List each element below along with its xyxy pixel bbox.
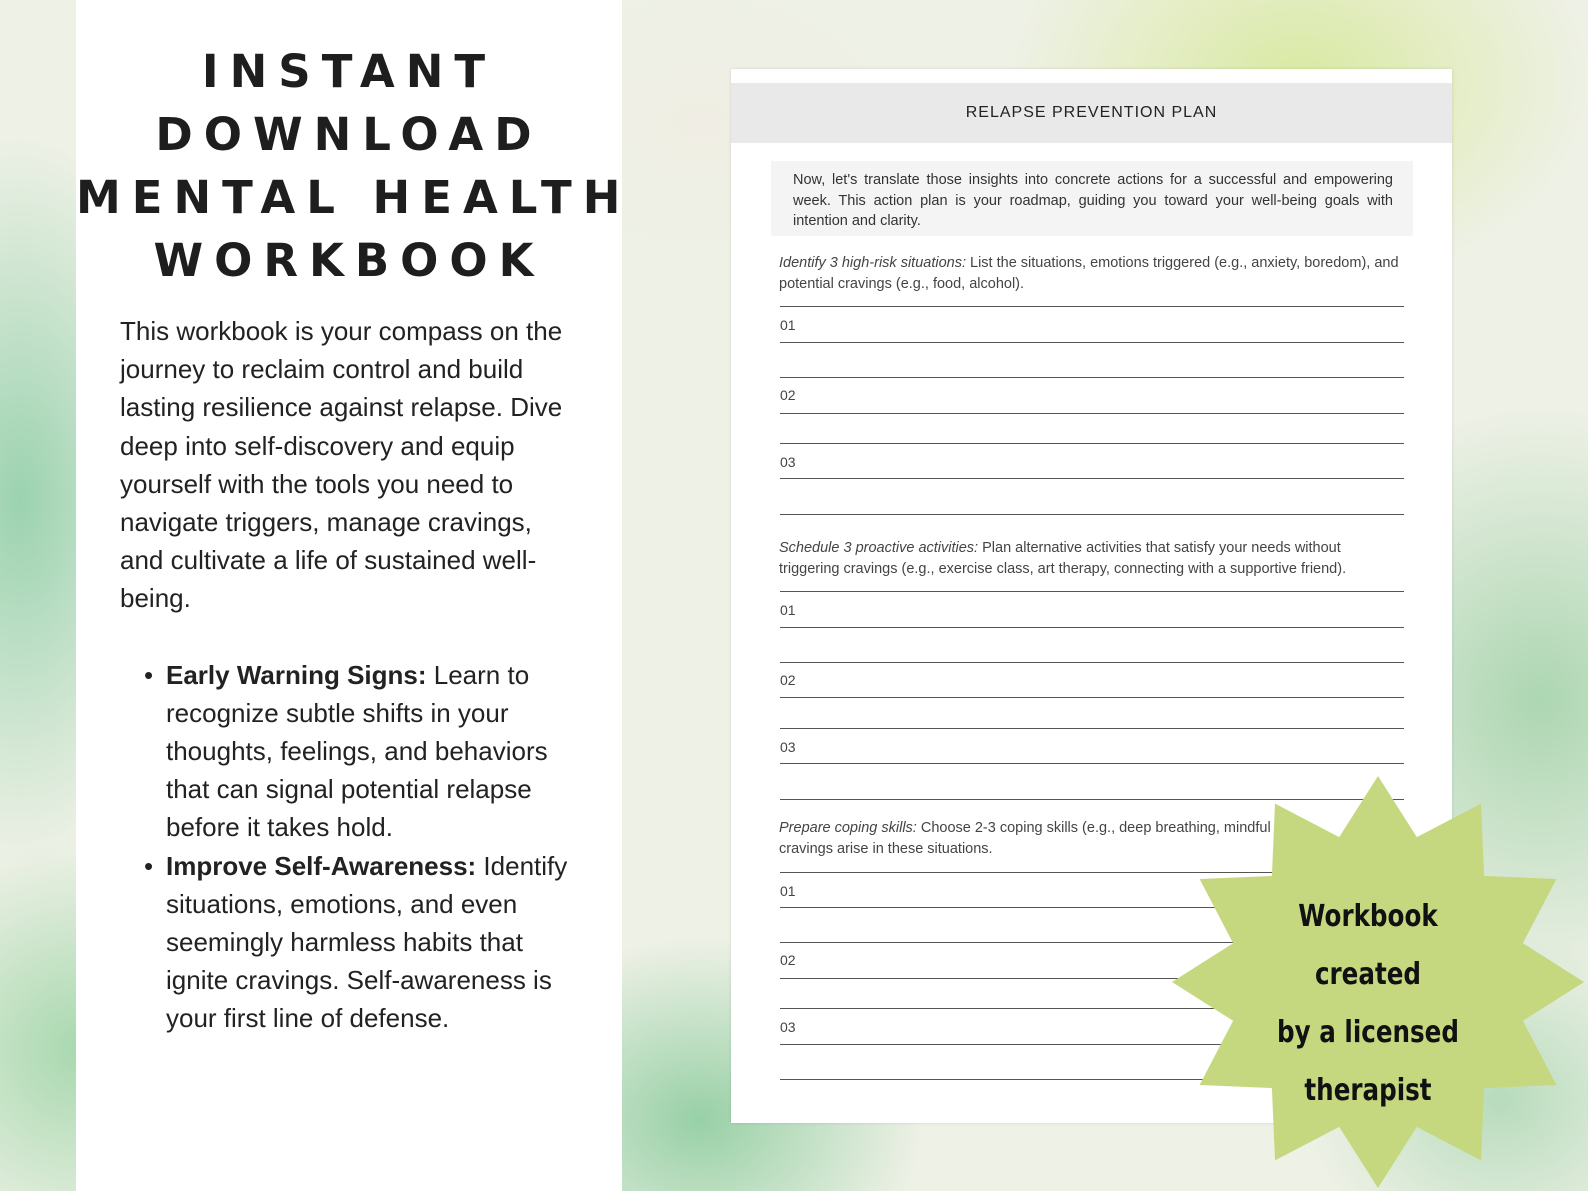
- feature-list: [144, 656, 582, 1038]
- writing-line: [780, 627, 1404, 628]
- feature-text: Learn to recognize subtle shifts in your thoughts, feelings, and behaviors that can signal potential relapse before it takes hold.: [166, 659, 548, 843]
- item-number: 01: [780, 317, 796, 333]
- item-number: 03: [780, 1019, 796, 1035]
- headline: [76, 40, 632, 292]
- item-number: 03: [780, 739, 796, 755]
- writing-line: [780, 377, 1404, 378]
- writing-line: [780, 413, 1404, 414]
- feature-title: Early Warning Signs:: [166, 659, 427, 690]
- badge-text: [1245, 888, 1491, 1120]
- writing-line: [780, 728, 1404, 729]
- feature-text: Identify situations, emotions, and even seemingly harmless habits that ignite cravings. Self-awareness is your first line of defense.: [166, 850, 568, 1034]
- headline-line-3: MENTAL HEALTH: [76, 171, 632, 224]
- item-number: 02: [780, 952, 796, 968]
- feature-item: [144, 847, 582, 1038]
- writing-line: [780, 306, 1404, 307]
- worksheet-intro: Now, let's translate those insights into concrete actions for a successful and empowering week. This action plan is your roadmap, guiding you toward your well-being goals with intention and clarity.: [793, 172, 1393, 229]
- feature-item: [144, 656, 582, 847]
- badge-line-1: Workbook created: [1298, 899, 1438, 992]
- writing-line: [780, 591, 1404, 592]
- worksheet-title: RELAPSE PREVENTION PLAN: [731, 83, 1452, 143]
- writing-line: [780, 662, 1404, 663]
- section-text-cont: cravings arise in these situations.: [779, 840, 993, 857]
- writing-line: [780, 478, 1404, 479]
- section-label: Schedule 3 proactive activities:: [779, 540, 979, 556]
- bullet-icon: •: [144, 659, 154, 690]
- section-label: Prepare coping skills:: [779, 820, 917, 836]
- description-panel: [76, 0, 632, 1191]
- writing-line: [780, 763, 1404, 764]
- item-number: 03: [780, 454, 796, 470]
- item-number: 01: [780, 602, 796, 618]
- writing-line: [780, 342, 1404, 343]
- writing-line: [780, 697, 1404, 698]
- badge-line-2: by a licensed: [1277, 1015, 1459, 1050]
- section-text: Plan alternative activities that satisfy your needs without triggering cravings (e.g., exercise class, art therapy, connecting with a supportive friend).: [779, 540, 1347, 577]
- intro-paragraph: This workbook is your compass on the journey to reclaim control and build lasting resilience against relapse. Dive deep into self-discovery and equip yourself with the tools you need to navigate triggers, manage cravings, and cultivate a life of sustained well-being.: [120, 316, 563, 614]
- section-prompt-high-risk: [779, 253, 1404, 294]
- bullet-icon: •: [144, 850, 154, 881]
- writing-line: [780, 514, 1404, 515]
- headline-line-4: WORKBOOK: [153, 234, 545, 287]
- item-number: 02: [780, 387, 796, 403]
- section-text: List the situations, emotions triggered (e.g., anxiety, boredom), and potential cravings (e.g., food, alcohol).: [779, 255, 1399, 292]
- item-number: 02: [780, 672, 796, 688]
- headline-line-2: DOWNLOAD: [155, 108, 543, 161]
- section-prompt-activities: [779, 538, 1404, 579]
- worksheet-intro-box: [771, 161, 1413, 236]
- section-label: Identify 3 high-risk situations:: [779, 255, 966, 271]
- writing-line: [780, 443, 1404, 444]
- badge-line-3: therapist: [1304, 1073, 1432, 1108]
- item-number: 01: [780, 883, 796, 899]
- section-text: Choose 2-3 coping skills (e.g., deep breathing, mindful: [916, 820, 1271, 836]
- feature-title: Improve Self-Awareness:: [166, 850, 477, 881]
- headline-line-1: INSTANT: [201, 45, 497, 98]
